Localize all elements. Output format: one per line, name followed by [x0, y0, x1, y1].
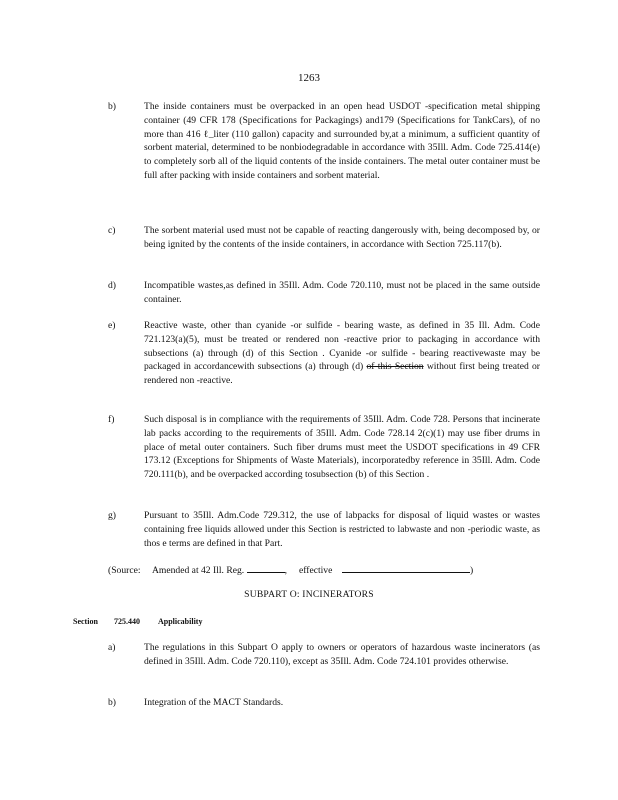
source-note [108, 563, 540, 576]
item-label: b) [108, 697, 116, 708]
item-text [144, 319, 540, 388]
item-text-after: without first being treated or rendered non -reactive. [144, 361, 540, 387]
item-label: f) [108, 414, 115, 425]
source-amended: Amended at 42 Ill. Reg. [151, 565, 245, 576]
source-close: ) [469, 565, 474, 576]
item-text: Integration of the MACT Standards. [144, 697, 284, 708]
item-label: d) [108, 280, 116, 291]
section-number: 725.440 [114, 617, 140, 626]
item-text-before: Reactive waste, other than cyanide -or sulfide - bearing waste, as defined in 35 Ill. Adm. Code 721.123(a)(5), must be treated or rendered non -reactive prior to packaging in accordance with subsections (a) through (d) of this Section . Cyanide -or sulfide - bearing reactivewaste may be packaged in accordancewith subsections (a) through (d) [144, 320, 540, 373]
section-word: Section [73, 617, 98, 626]
register-blank [247, 563, 285, 573]
item-text: Such disposal is in compliance with the requirements of 35Ill. Adm. Code 728. Persons that incinerate lab packs according to the requirements of 35Ill. Adm. Code 728.14 2(c)(1) may use fiber drums in place of metal outer containers. Such fiber drums must meet the USDOT specifications in 49 CFR 173.12 (Exceptions for Shipments of Waste Materials), incorporatedby reference in 35Ill. Adm. Code 720.111(b), and be overpacked according tosubsection (b) of this Section . [144, 414, 540, 481]
item-text: The inside containers must be overpacked in an open head USDOT -specification metal shipping container (49 CFR 178 (Specifications for Packagings) and179 (Specifications for TankCars), of no more than 416 ℓ_liter (110 gallon) capacity and surrounded by,at a minimum, a sufficient quantity of sorbent material, determined to be nonbiodegradable in accordance with 35Ill. Adm. Code 725.414(e) to completely sorb all of the liquid contents of the inside containers. The metal outer container must be full after packing with inside containers and sorbent material. [144, 101, 540, 181]
source-comma: , [284, 565, 287, 576]
item-text: The sorbent material used must not be capable of reacting dangerously with, being decomposed by, or being ignited by the contents of the inside containers, in accordance with Section 725.117(b). [144, 225, 540, 250]
page-number: 1263 [298, 72, 320, 84]
item-text: Incompatible wastes,as defined in 35Ill. Adm. Code 720.110, must not be placed in the same outside container. [144, 280, 540, 305]
effective-date-blank [342, 563, 470, 573]
item-label: e) [108, 320, 116, 331]
item-label: a) [108, 642, 116, 653]
struck-text: of this Section [366, 361, 424, 373]
item-label: c) [108, 225, 116, 236]
item-text: The regulations in this Subpart O apply to owners or operators of hazardous waste incinerators (as defined in 35Ill. Adm. Code 720.110), except as 35Ill. Adm. Code 724.101 provides otherwise. [144, 642, 540, 667]
item-text: Pursuant to 35Ill. Adm.Code 729.312, the use of labpacks for disposal of liquid wastes or wastes containing free liquids allowed under this Section is restricted to labwaste and non -periodic waste, as thos e terms are defined in that Part. [144, 510, 540, 549]
source-prefix: (Source: [108, 565, 141, 576]
subpart-heading: SUBPART O: INCINERATORS [244, 589, 374, 600]
item-label: g) [108, 510, 116, 521]
source-effective: effective [298, 565, 333, 576]
section-title: Applicability [158, 617, 203, 626]
item-label: b) [108, 101, 116, 112]
